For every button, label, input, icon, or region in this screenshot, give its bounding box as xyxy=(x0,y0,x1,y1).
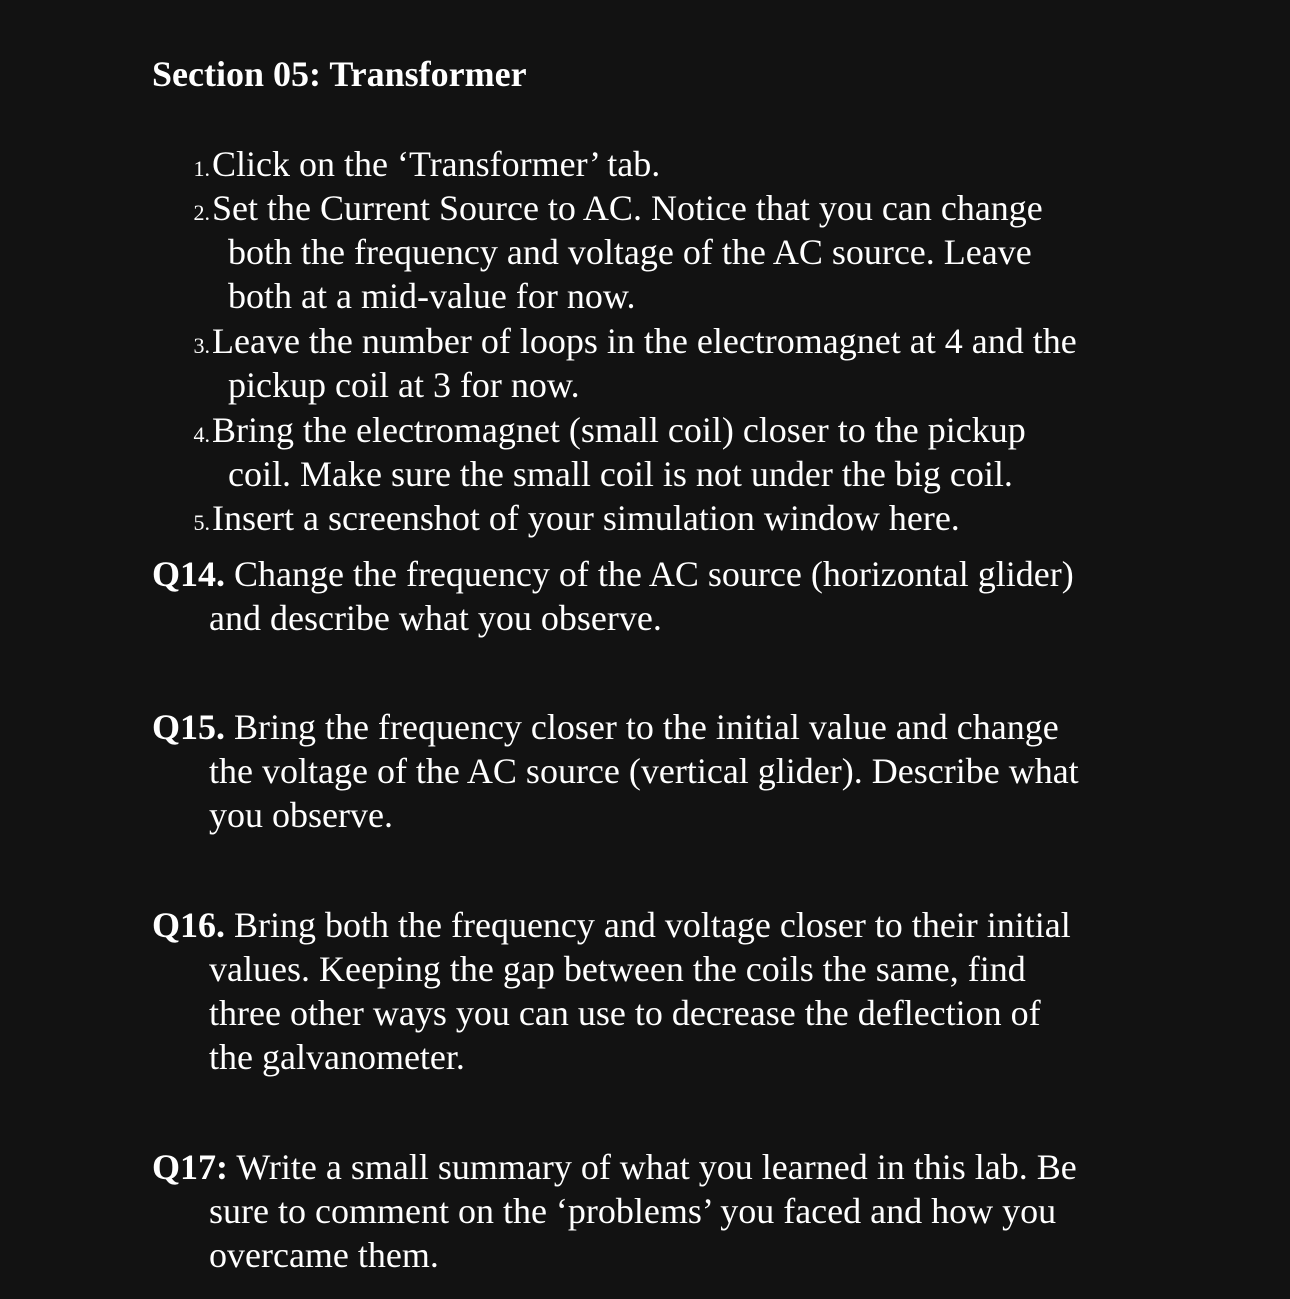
step-number: 4. xyxy=(193,422,210,447)
question-label: Q15. xyxy=(152,707,226,747)
step-line: Insert a screenshot of your simulation window here. xyxy=(212,498,960,538)
step-line: pickup coil at 3 for now. xyxy=(228,365,580,405)
question-q17 xyxy=(152,1145,1077,1189)
step-line: Set the Current Source to AC. Notice that you can change xyxy=(212,188,1043,228)
question-label: Q14. xyxy=(152,554,226,594)
question-line: the galvanometer. xyxy=(209,1037,465,1077)
question-text: Change the frequency of the AC source (horizontal glider) xyxy=(234,554,1074,594)
question-text: Bring both the frequency and voltage closer to their initial xyxy=(234,905,1071,945)
step-number: 1. xyxy=(193,156,210,181)
step-line: coil. Make sure the small coil is not under the big coil. xyxy=(228,454,1013,494)
section-title: Section 05: Transformer xyxy=(152,54,527,94)
step-number: 5. xyxy=(193,510,210,535)
question-line: you observe. xyxy=(209,795,393,835)
question-line: and describe what you observe. xyxy=(209,598,662,638)
question-line: sure to comment on the ‘problems’ you faced and how you xyxy=(209,1191,1057,1231)
question-q14 xyxy=(152,552,1074,596)
question-line: the voltage of the AC source (vertical glider). Describe what xyxy=(209,751,1079,791)
step-line: Bring the electromagnet (small coil) closer to the pickup xyxy=(212,410,1026,450)
step-number: 2. xyxy=(193,200,210,225)
question-q16 xyxy=(152,903,1071,947)
step-line: Click on the ‘Transformer’ tab. xyxy=(212,144,661,184)
step-line: both at a mid-value for now. xyxy=(228,276,636,316)
step-number: 3. xyxy=(193,333,210,358)
question-line: values. Keeping the gap between the coils the same, find xyxy=(209,949,1026,989)
question-q15 xyxy=(152,705,1059,749)
step-line: both the frequency and voltage of the AC source. Leave xyxy=(228,232,1032,272)
step-line: Leave the number of loops in the electromagnet at 4 and the xyxy=(212,321,1077,361)
question-line: overcame them. xyxy=(209,1235,439,1275)
question-text: Bring the frequency closer to the initial value and change xyxy=(234,707,1059,747)
question-label: Q16. xyxy=(152,905,226,945)
question-line: three other ways you can use to decrease the deflection of xyxy=(209,993,1041,1033)
question-text: Write a small summary of what you learned in this lab. Be xyxy=(236,1147,1077,1187)
question-label: Q17: xyxy=(152,1147,228,1187)
